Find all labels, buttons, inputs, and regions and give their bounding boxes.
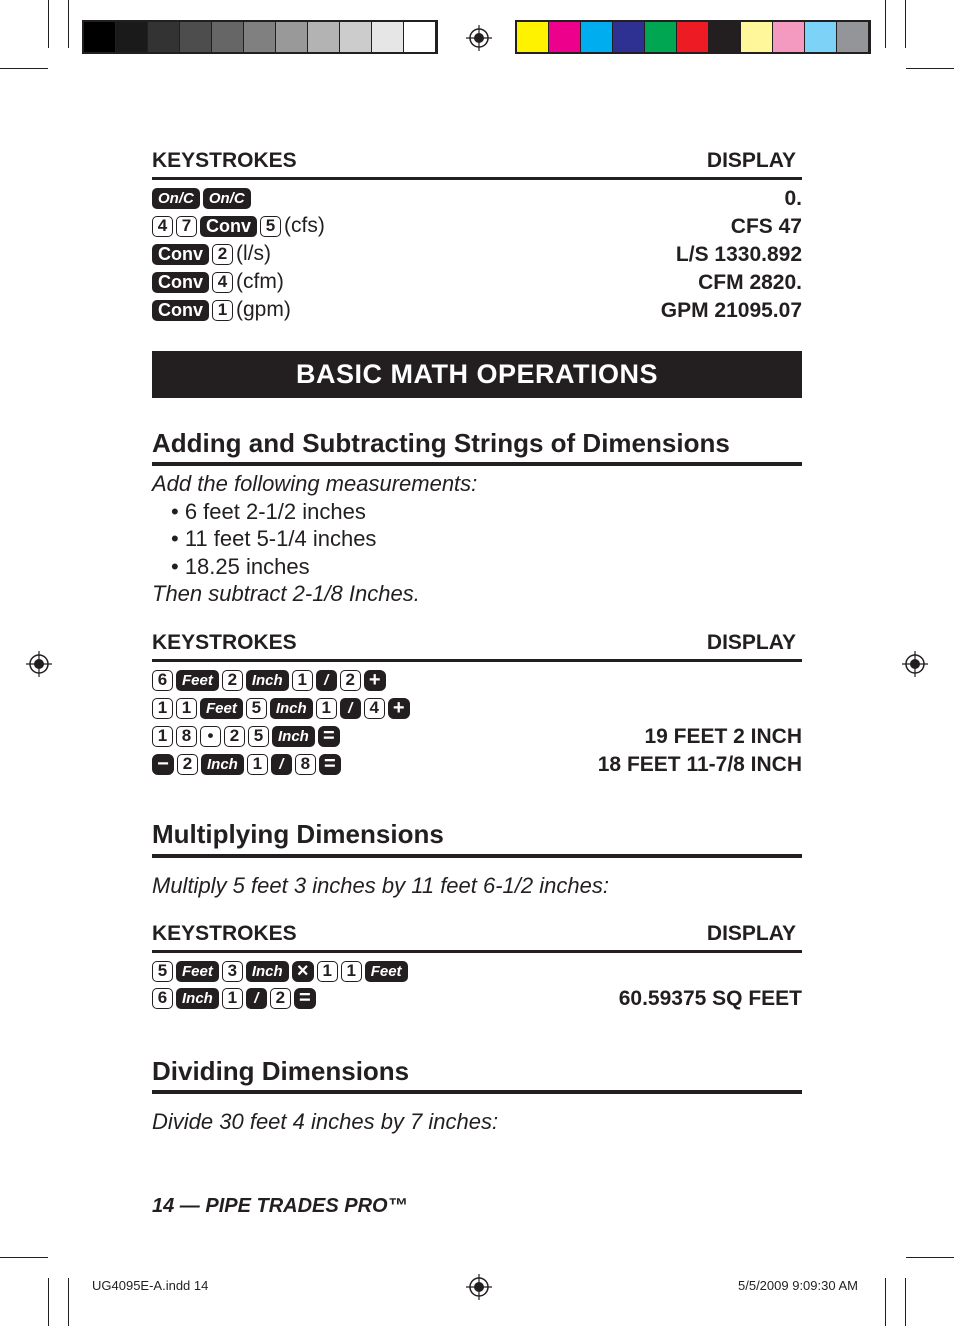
key-digit-6: 6 [152, 988, 173, 1009]
color-swatch [677, 22, 709, 52]
display-value: L/S 1330.892 [675, 243, 802, 266]
key-feet: Feet [200, 698, 243, 719]
bullet-item: • 6 feet 2-1/2 inches [171, 499, 366, 524]
key-digit-7: 7 [176, 216, 197, 237]
key-inch: Inch [201, 754, 244, 775]
keystroke-row [152, 724, 340, 748]
keystrokes-column-header: KEYSTROKES [152, 922, 297, 945]
keystroke-row [152, 959, 408, 983]
key-digit-1: 1 [222, 988, 243, 1009]
key-plus: + [388, 698, 410, 719]
key-fraction: / [316, 670, 337, 691]
key-conv: Conv [152, 244, 209, 265]
display-value: 18 FEET 11-7/8 INCH [597, 753, 802, 776]
color-swatch [741, 22, 773, 52]
key-multiply: × [292, 961, 314, 982]
key-plus: + [364, 670, 386, 691]
header-rule [152, 659, 802, 662]
keystroke-row [152, 752, 341, 776]
key-inch: Inch [270, 698, 313, 719]
color-swatch [372, 22, 404, 52]
unit-note: (cfs) [284, 214, 325, 237]
unit-note: (l/s) [236, 242, 271, 265]
key-digit-8: 8 [295, 754, 316, 775]
color-swatch [549, 22, 581, 52]
color-swatch [148, 22, 180, 52]
registration-mark-icon [466, 1274, 492, 1300]
key-digit-2: 2 [270, 988, 291, 1009]
page-footer: 14 — PIPE TRADES PRO™ [152, 1195, 408, 1217]
key-inch: Inch [246, 670, 289, 691]
key-digit-1: 1 [317, 961, 338, 982]
color-swatch [709, 22, 741, 52]
key-feet: Feet [176, 961, 219, 982]
file-slug: UG4095E-A.indd 14 [92, 1278, 209, 1293]
color-swatch [517, 22, 549, 52]
key-conv: Conv [152, 300, 209, 321]
keystroke-row [152, 986, 316, 1010]
display-value: 0. [784, 187, 802, 210]
key-digit-2: 2 [212, 244, 233, 265]
key-digit-5: 5 [260, 216, 281, 237]
grayscale-color-bar [82, 20, 438, 54]
key-digit-1: 1 [152, 726, 173, 747]
key-digit-5: 5 [246, 698, 267, 719]
key-fraction: / [340, 698, 361, 719]
crop-mark [885, 1278, 886, 1326]
color-swatch [340, 22, 372, 52]
color-swatch [308, 22, 340, 52]
keystroke-row [152, 186, 251, 210]
color-swatch [180, 22, 212, 52]
unit-note: (gpm) [236, 298, 291, 321]
key-digit-1: 1 [341, 961, 362, 982]
color-swatch [805, 22, 837, 52]
key-digit-1: 1 [152, 698, 173, 719]
header-rule [152, 177, 802, 180]
keystrokes-column-header: KEYSTROKES [152, 631, 297, 654]
display-value: CFM 2820. [698, 271, 802, 294]
key-inch: Inch [272, 726, 315, 747]
keystrokes-column-header: KEYSTROKES [152, 149, 297, 172]
key-fraction: / [246, 988, 267, 1009]
display-value: 19 FEET 2 INCH [644, 725, 802, 748]
color-swatch [84, 22, 116, 52]
display-column-header: DISPLAY [706, 149, 796, 172]
key-digit-1: 1 [176, 698, 197, 719]
key-digit-2: 2 [177, 754, 198, 775]
color-swatch [645, 22, 677, 52]
color-swatch [773, 22, 805, 52]
key-decimal: • [200, 726, 221, 747]
process-color-bar [515, 20, 871, 54]
key-digit-5: 5 [152, 961, 173, 982]
keystroke-row [152, 214, 325, 238]
display-value: GPM 21095.07 [660, 299, 802, 322]
keystroke-row [152, 298, 291, 322]
color-swatch [244, 22, 276, 52]
key-digit-8: 8 [176, 726, 197, 747]
keystroke-row [152, 242, 271, 266]
key-digit-2: 2 [224, 726, 245, 747]
crop-mark [68, 1278, 69, 1326]
crop-mark [906, 1257, 954, 1258]
color-swatch [581, 22, 613, 52]
key-digit-1: 1 [247, 754, 268, 775]
crop-mark [0, 1257, 48, 1258]
key-fraction: / [271, 754, 292, 775]
heading-rule [152, 854, 802, 858]
date-slug: 5/5/2009 9:09:30 AM [738, 1278, 858, 1293]
crop-mark [0, 68, 48, 69]
display-value: CFS 47 [730, 215, 802, 238]
key-digit-2: 2 [222, 670, 243, 691]
header-rule [152, 950, 802, 953]
bullet-item: • 18.25 inches [171, 554, 310, 579]
display-column-header: DISPLAY [706, 922, 796, 945]
keystroke-row [152, 668, 386, 692]
bullet-item: • 11 feet 5-1/4 inches [171, 526, 377, 551]
display-column-header: DISPLAY [706, 631, 796, 654]
key-equals: = [319, 754, 341, 775]
outro-text: Then subtract 2-1/8 Inches. [152, 581, 420, 606]
key-conv: Conv [152, 272, 209, 293]
section-heading: Dividing Dimensions [152, 1056, 410, 1086]
crop-mark [48, 1278, 49, 1326]
section-heading: Multiplying Dimensions [152, 819, 444, 849]
intro-text: Multiply 5 feet 3 inches by 11 feet 6-1/2 inches: [152, 873, 609, 898]
registration-mark-icon [26, 651, 52, 677]
key-inch: Inch [246, 961, 289, 982]
key-digit-3: 3 [222, 961, 243, 982]
key-digit-4: 4 [212, 272, 233, 293]
key-digit-5: 5 [248, 726, 269, 747]
registration-mark-icon [902, 651, 928, 677]
color-swatch [212, 22, 244, 52]
crop-mark [906, 68, 954, 69]
section-banner: BASIC MATH OPERATIONS [152, 351, 802, 398]
key-digit-2: 2 [340, 670, 361, 691]
key-digit-6: 6 [152, 670, 173, 691]
key-on-clear: On/C [152, 188, 200, 209]
key-digit-1: 1 [212, 300, 233, 321]
color-swatch [116, 22, 148, 52]
key-conv: Conv [200, 216, 257, 237]
key-equals: = [318, 726, 340, 747]
color-swatch [837, 22, 869, 52]
intro-text: Divide 30 feet 4 inches by 7 inches: [152, 1109, 499, 1134]
color-swatch [613, 22, 645, 52]
registration-mark-icon [466, 25, 492, 51]
crop-mark [68, 0, 69, 48]
keystroke-row [152, 696, 410, 720]
crop-mark [48, 0, 49, 48]
heading-rule [152, 462, 802, 466]
crop-mark [905, 0, 906, 48]
key-feet: Feet [365, 961, 408, 982]
key-digit-4: 4 [152, 216, 173, 237]
key-equals: = [294, 988, 316, 1009]
section-heading: Adding and Subtracting Strings of Dimensions [152, 428, 730, 458]
unit-note: (cfm) [236, 270, 284, 293]
heading-rule [152, 1090, 802, 1094]
key-digit-4: 4 [364, 698, 385, 719]
key-digit-1: 1 [316, 698, 337, 719]
key-inch: Inch [176, 988, 219, 1009]
key-on-clear: On/C [203, 188, 251, 209]
intro-text: Add the following measurements: [152, 471, 478, 496]
crop-mark [885, 0, 886, 48]
key-digit-1: 1 [292, 670, 313, 691]
crop-mark [905, 1278, 906, 1326]
display-value: 60.59375 SQ FEET [618, 987, 802, 1010]
color-swatch [404, 22, 436, 52]
key-feet: Feet [176, 670, 219, 691]
key-minus: − [152, 754, 174, 775]
keystroke-row [152, 270, 284, 294]
color-swatch [276, 22, 308, 52]
